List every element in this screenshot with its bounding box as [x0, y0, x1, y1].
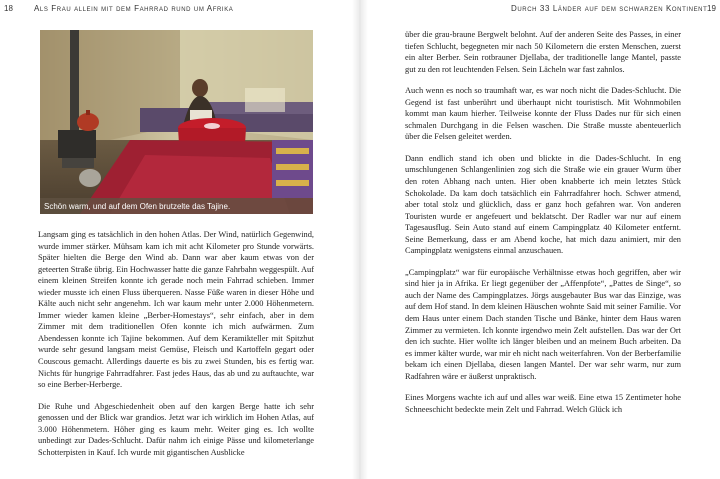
- paragraph: Langsam ging es tatsächlich in den hohen Atlas. Der Wind, natürlich Gegenwind, wurde immer stärker. Mühsam kam ich mit acht Kilometer pro Stunde vorwärts. Später hielten die Berge den Wind ab. Dann war aber kaum etwas von der geteerten Straße übrig. Ein Hochwasser hatte die ganze Fahrbahn weggespült. Auf einem kleinen Streifen konnte ich gerade noch mein Fahrrad schieben. Immer wieder musste ich einen Fluss überqueren. Nasse Füße waren in dieser Höhe und Kälte auch nicht sehr angenehm. Ich war kaum mehr unter 2.000 Höhenmetern. Immer wieder kamen kleine „Berber-Homestays“, sehr einfach, aber in dem Zimmer mit dem traditionellen Ofen konnte ich mich aufwärmen. Zum Abendessen konnte ich Tajine bekommen. Auf dem Keramikteller mit Spitzhut wurde sehr gesund langsam meist Gemüse, Fleisch und Kartoffeln gegart oder Couscous gemacht. Allerdings dauerte es bis zu zwei Stunden, bis es fertig war. Nichts für hungrige Fahrradfahrer. Fast jedes Haus, das ab und zu auftauchte, war so eine Berber-Herberge.: [38, 230, 314, 390]
- paragraph: über die grau-braune Bergwelt belohnt. Auf der anderen Seite des Passes, in einer tiefen Schlucht, begegneten mir nach 50 Kilometern die ersten Menschen, zuerst ein alter Berber. Sein rotbrauner Djellaba, der traditionelle lange Mantel, passte gut zu den rot leuchtenden Felsen. Sein Lächeln war fast zahnlos.: [405, 30, 681, 74]
- right-running-head: Durch 33 Länder auf dem schwarzen Kontinent: [511, 4, 708, 13]
- right-page-number: 19: [707, 4, 716, 13]
- photo-caption-bar: [40, 198, 313, 214]
- left-page-number: 18: [4, 4, 13, 13]
- right-page: [365, 0, 720, 479]
- paragraph: Dann endlich stand ich oben und blickte in die Dades-Schlucht. In eng umschlungenen Schlangenlinien zog sich die Straße wie ein grauer Wurm über den roten Abhang nach unten. Hier oben knabberte ich mein letztes Stück Schokolade. Da kam doch tatsächlich ein Fahrradfahrer hoch. Schwer atmend, aber total stolz und glücklich, dass er ganz hoch gefahren war. Von anderen Touristen wurde er angefeuert und beklatscht. Der Radler war nur auf einem Tagesausflug. Sein Auto stand auf einem Campingplatz 40 Kilometer entfernt. Seine Bemerkung, dass er am Abend koche, hat mich dazu animiert, mir den Campingplatz wenigstens einmal anzuschauen.: [405, 153, 681, 256]
- paragraph: Eines Morgens wachte ich auf und alles war weiß. Eine etwa 15 Zentimeter hohe Schneeschicht bedeckte mein Zelt und Fahrrad. Welch Glück ich: [405, 393, 681, 414]
- left-running-head: Als Frau allein mit dem Fahrrad rund um Afrika: [34, 4, 234, 13]
- paragraph: Auch wenn es noch so traumhaft war, es war noch nicht die Dades-Schlucht. Die Gegend ist fast unberührt und überhaupt nicht touristisch. Mit Wohnmobilen kommt man kaum hierher. Teilweise konnte der Fluss Dades nur für sich einen schmalen Durchgang in die Felsen waschen. Die Straße musste abenteuerlich über die Felsen geleitet werden.: [405, 86, 681, 142]
- left-page: [0, 0, 355, 479]
- paragraph: „Campingplatz“ war für europäische Verhältnisse etwas hoch gegriffen, aber wir sind hier ja in Afrika. Er liegt gegenüber der „Affenpfote“, „Pattes de Singe“, so auch der Name des Campingplatzes. Jörgs ausgebauter Bus war das Einzige, was auf dem Hof stand. In dem kleinen Häuschen wohnte Said mit seiner Familie. Vor dem Haus unter einem Dach standen Tische und Bänke, hinter dem Haus waren Zimmer zu vermieten. Ich konnte irgendwo mein Zelt aufstellen. Das war der Ort den ich suchte. Hier wollte ich länger bleiben und an meinem Buch arbeiten. Da es immer kälter wurde, war mir eh nicht nach weiterfahren. Von der Berberfamilie bekam ich einen Djellaba, diesen langen Mantel. Der war sehr warm, nur zum Radfahren wäre er äußerst unpraktisch.: [405, 267, 681, 381]
- paragraph: Die Ruhe und Abgeschiedenheit oben auf den kargen Berge hatte ich sehr genossen und der Blick war grandios. Jetzt war ich wirklich im Hohen Atlas, auf 3.000 Höhenmetern. Höher ging es kaum mehr. Weiter ging es. Ich wollte unbedingt zur Dades-Schlucht. Dafür nahm ich einige Pässe und kilometerlange Schotterpisten in Kauf. Ich wurde mit gigantischen Ausblicke: [38, 401, 314, 457]
- photo-caption: Schön warm, und auf dem Ofen brutzelte das Tajine.: [44, 202, 231, 211]
- right-body-text: [405, 29, 681, 415]
- interior-photo: [40, 30, 313, 214]
- left-body-text: [38, 229, 314, 458]
- interior-photo-image: [40, 30, 313, 214]
